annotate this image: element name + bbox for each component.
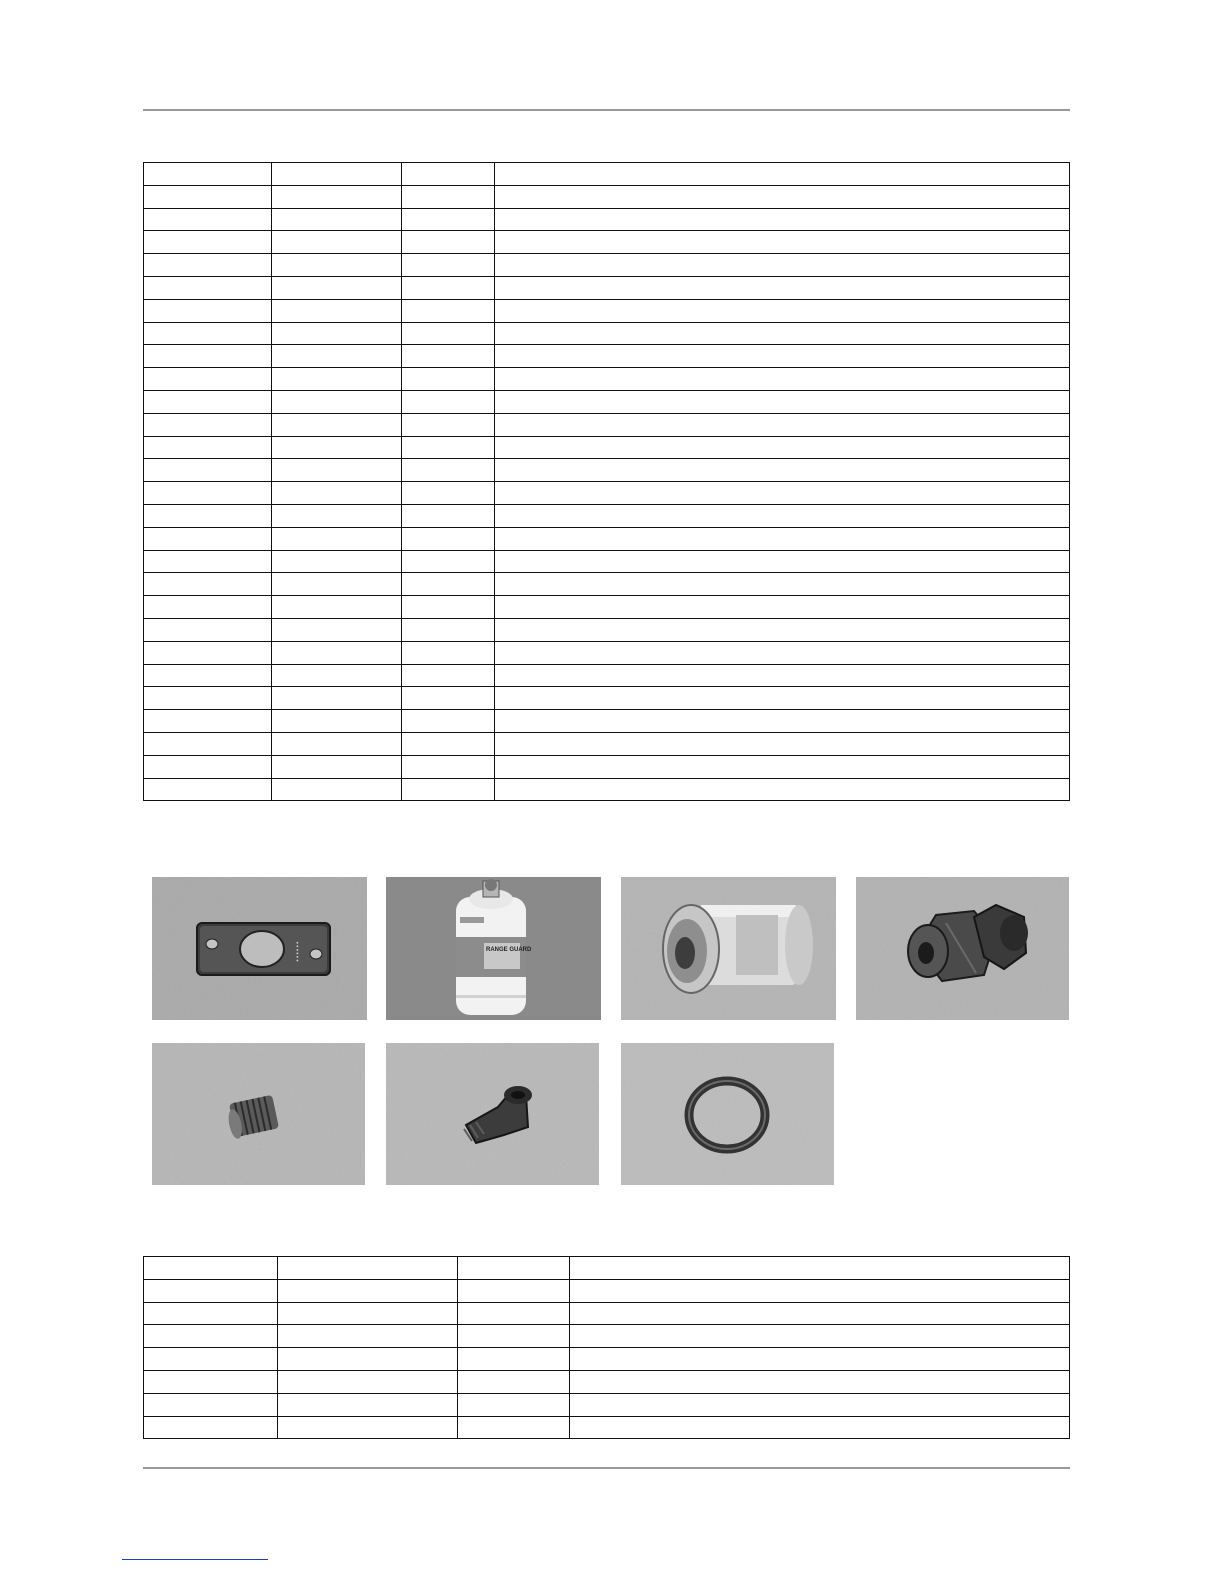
table-cell [272,482,402,505]
table-cell [495,732,1070,755]
table-row [144,1348,1070,1371]
table-row [144,1393,1070,1416]
table-cell [495,276,1070,299]
table-cell [272,368,402,391]
table-cell [272,254,402,277]
mounting-plate-photo [152,877,367,1020]
table-cell [458,1416,570,1439]
table-cell [402,482,495,505]
table-cell [144,482,272,505]
table-cell [144,459,272,482]
table-cell [495,755,1070,778]
table-cell [272,322,402,345]
canister-label: RANGE GUARD [486,947,532,953]
table-cell [495,413,1070,436]
table-cell [495,390,1070,413]
table-row [144,482,1070,505]
table-row [144,732,1070,755]
table-cell [144,276,272,299]
table-cell [144,1302,278,1325]
table-cell [144,1370,278,1393]
parts-table-secondary [143,1256,1070,1439]
table-cell [495,618,1070,641]
table-cell [495,459,1070,482]
machined-fitting-photo [621,877,836,1020]
table-cell [144,778,272,801]
table-cell [144,1257,278,1280]
table-cell [144,1348,278,1371]
table-row [144,390,1070,413]
table-cell [272,208,402,231]
table-row [144,459,1070,482]
table-row [144,322,1070,345]
table-cell [144,527,272,550]
table-cell [144,254,272,277]
table-cell [402,413,495,436]
table-row [144,276,1070,299]
table-row [144,527,1070,550]
table-row [144,163,1070,186]
table-cell [272,185,402,208]
parts-table-secondary-body [144,1257,1070,1439]
table-cell [495,664,1070,687]
table-cell [278,1348,458,1371]
table-cell [402,778,495,801]
table-row [144,254,1070,277]
table-cell [402,163,495,186]
table-row [144,664,1070,687]
table-cell [402,755,495,778]
table-cell [402,641,495,664]
table-cell [495,185,1070,208]
table-cell [495,299,1070,322]
o-ring-photo [621,1043,834,1185]
table-cell [272,527,402,550]
table-cell [272,163,402,186]
svg-text:••••••: •••••• [293,941,300,963]
table-cell [278,1325,458,1348]
pipe-nipple-photo [152,1043,365,1185]
table-cell [402,596,495,619]
table-row [144,596,1070,619]
table-cell [144,641,272,664]
table-cell [144,732,272,755]
table-cell [495,641,1070,664]
table-row [144,368,1070,391]
table-cell [402,368,495,391]
table-cell [272,390,402,413]
table-cell [144,504,272,527]
table-row [144,1416,1070,1439]
table-cell [495,573,1070,596]
table-cell [402,299,495,322]
table-cell [272,573,402,596]
table-row [144,778,1070,801]
table-cell [144,436,272,459]
table-cell [144,596,272,619]
table-cell [570,1279,1070,1302]
table-cell [402,527,495,550]
table-cell [570,1393,1070,1416]
table-cell [570,1257,1070,1280]
table-cell [402,345,495,368]
table-row [144,208,1070,231]
table-cell [272,687,402,710]
table-cell [144,550,272,573]
table-row [144,710,1070,733]
table-cell [402,618,495,641]
table-cell [272,664,402,687]
table-cell [402,732,495,755]
table-cell [278,1302,458,1325]
table-cell [278,1393,458,1416]
table-cell [272,345,402,368]
table-row [144,231,1070,254]
table-cell [495,322,1070,345]
table-cell [144,1393,278,1416]
table-cell [495,436,1070,459]
table-cell [144,185,272,208]
table-row [144,1302,1070,1325]
table-cell [402,436,495,459]
table-cell [570,1302,1070,1325]
table-cell [272,413,402,436]
table-cell [495,254,1070,277]
table-cell [272,231,402,254]
table-cell [278,1257,458,1280]
table-row [144,504,1070,527]
table-cell [272,778,402,801]
table-row [144,1325,1070,1348]
table-row [144,185,1070,208]
table-cell [495,687,1070,710]
table-cell [495,231,1070,254]
table-cell [570,1416,1070,1439]
table-cell [402,322,495,345]
table-cell [272,755,402,778]
table-cell [272,276,402,299]
table-cell [144,208,272,231]
table-cell [144,390,272,413]
table-cell [144,710,272,733]
table-cell [278,1370,458,1393]
street-elbow-photo [386,1043,599,1185]
table-cell [144,322,272,345]
table-cell [272,618,402,641]
table-cell [402,231,495,254]
table-cell [144,1325,278,1348]
table-cell [495,208,1070,231]
parts-table-main [143,162,1070,801]
table-cell [144,687,272,710]
table-cell [272,436,402,459]
table-cell [402,550,495,573]
table-cell [402,504,495,527]
table-cell [272,641,402,664]
table-row [144,436,1070,459]
table-cell [144,1416,278,1439]
pipe-union-photo [856,877,1069,1020]
table-cell [144,618,272,641]
table-cell [272,596,402,619]
table-cell [272,710,402,733]
table-cell [458,1257,570,1280]
table-row [144,1257,1070,1280]
table-cell [495,710,1070,733]
table-cell [458,1325,570,1348]
table-cell [402,276,495,299]
table-cell [458,1302,570,1325]
table-row [144,1370,1070,1393]
table-cell [144,299,272,322]
table-cell [402,664,495,687]
table-cell [278,1279,458,1302]
table-cell [278,1416,458,1439]
table-cell [272,732,402,755]
table-cell [402,208,495,231]
table-cell [495,596,1070,619]
table-cell [458,1370,570,1393]
table-cell [402,254,495,277]
table-row [144,641,1070,664]
table-cell [402,573,495,596]
table-cell [495,482,1070,505]
table-cell [272,459,402,482]
table-cell [570,1325,1070,1348]
table-row [144,299,1070,322]
table-cell [570,1370,1070,1393]
table-cell [495,550,1070,573]
table-cell [144,231,272,254]
table-cell [144,1279,278,1302]
table-cell [144,163,272,186]
table-row [144,687,1070,710]
table-cell [144,573,272,596]
table-row [144,413,1070,436]
table-row [144,755,1070,778]
footer-rule [143,1467,1070,1469]
table-cell [458,1393,570,1416]
table-cell [458,1348,570,1371]
table-row [144,618,1070,641]
cylinder-canister-photo [386,877,601,1020]
table-cell [495,345,1070,368]
table-row [144,345,1070,368]
header-rule [143,109,1070,111]
table-row [144,550,1070,573]
table-cell [144,368,272,391]
table-row [144,573,1070,596]
table-cell [495,368,1070,391]
table-cell [495,504,1070,527]
table-cell [272,550,402,573]
table-cell [144,413,272,436]
table-cell [402,390,495,413]
table-cell [402,185,495,208]
table-row [144,1279,1070,1302]
table-cell [495,778,1070,801]
table-cell [272,299,402,322]
table-cell [495,527,1070,550]
table-cell [272,504,402,527]
table-cell [144,345,272,368]
table-cell [144,755,272,778]
table-cell [402,459,495,482]
table-cell [570,1348,1070,1371]
table-cell [458,1279,570,1302]
table-cell [495,163,1070,186]
parts-table-main-body [144,163,1070,801]
footnote-link-underline [122,1559,268,1560]
table-cell [402,687,495,710]
table-cell [144,664,272,687]
table-cell [402,710,495,733]
